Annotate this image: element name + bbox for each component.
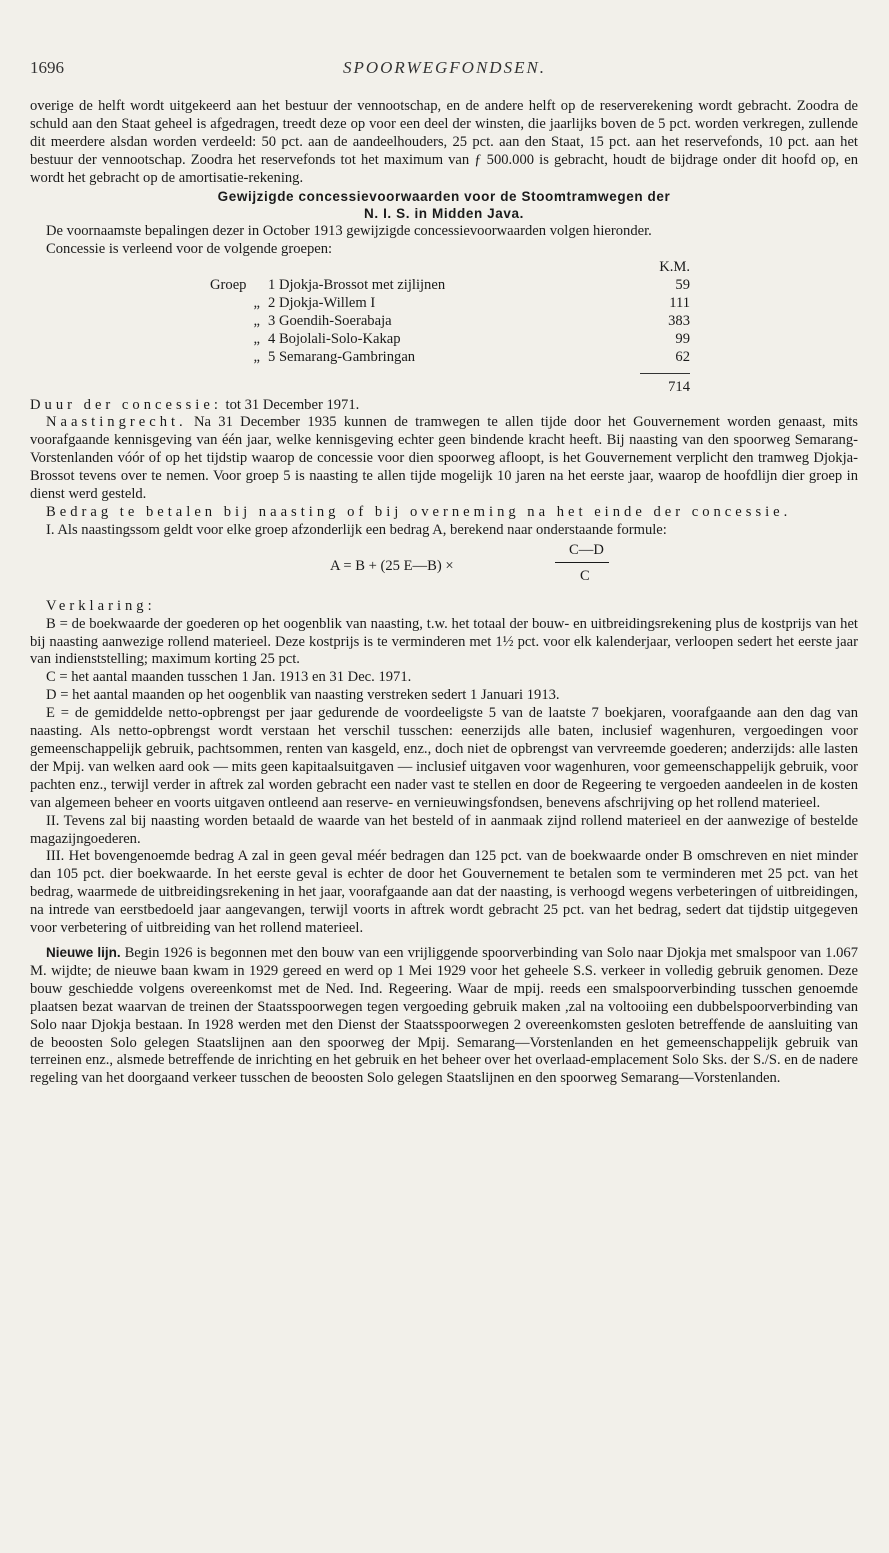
naasting-label: Naastingrecht. [46,414,187,431]
definition-D: D = het aantal maanden op het oogenblik van naasting verstreken sedert 1 Januari 1913. [46,687,560,704]
paragraph-reserve: overige de helft wordt uitgekeerd aan het bestuur der vennootschap, en de andere helft op de reserverekening wordt gebracht. Zoodra de schuld aan den Staat geheel is afgedragen, treedt deze op voor een deel der winsten, die jaarlijks boven de 5 pct. worden verkregen, zullende dit meerdere alsdan worden verdeeld: 50 pct. aan de aandeelhouders, 25 pct. aan den Staat, 15 pct. aan het reservefonds, 10 pct. aan het bestuur der vennootschap. Zoodra het reservefonds tot het maximum van ƒ 500.000 is gebracht, houdt de bijdrage onder dit hoofd op, en wordt het gebracht op de amortisatie-rekening. [30,98,858,186]
definition-E: E = de gemiddelde netto-opbrengst per jaar gedurende de voordeeligste 5 van de laatste 7 boekjaren, voorafgaande aan den dag van naasting. Als netto-opbrengst wordt verstaan het verschil tusschen: eenerzijds alle baten, inclusief wagenhuren, vergoedingen voor gemeenschappelijk gebruik, pachtsommen, renten van kasgeld, enz., doch niet de opbrengst van vervreemde goederen; anderzijds: alle lasten der Mpij. van welken aard ook — mits geen kapitaalsuitgaven — inclusief uitgaven voor wagenhuren, voor gemeenschappelijk gebruik, voor pachten enz., terwijl verder in aftrek zal worden gebracht een nader vast te stellen en door de Regeering te vergoeden aandeelen in de kosten van algemeen beheer en voorts uitgaven ontleend aan reserve- en vernieuwingsfondsen, benevens afschrijving op het rollend materieel. [30,705,858,811]
group-prefix: „ [253,312,260,329]
table-row [210,349,690,367]
group-km: 62 [675,348,690,365]
naasting-text: Na 31 December 1935 kunnen de tramwegen te allen tijde door het Gouvernement worden genaast, mits voorafgaande kennisgeving van één jaar, welke kennisgeving echter geen bindende kracht heeft. Bij naasting van den spoorweg Semarang-Vorstenlanden vóór of op het tijdstip waarop de concessie voor dien spoorweg afloopt, is het Gouvernement verplicht den tramweg Djokja-Brossot tevens over te nemen. Voor groep 5 is naasting te allen tijde mogelijk 10 jaren na het eerste jaar, waarop de hoofdlijn dier groep in dienst werd gesteld. [30,414,858,503]
formula-denominator: C [580,567,590,584]
group-prefix: „ [253,348,260,365]
group-km: 59 [675,277,690,294]
group-name: 5 Semarang-Gambringan [268,348,416,365]
group-name: 2 Djokja-Willem I [268,294,376,311]
definition-B: B = de boekwaarde der goederen op het oogenblik van naasting, t.w. het totaal der bouw- en uitbreidingsrekening plus de kostprijs van het bij naasting aanwezige rollend materieel. Deze kostprijs is te verminderen met 1½ pct. voor elk kalenderjaar, verloopen sedert het eerste jaar van indienststelling; maximum korting 25 pct. [30,615,858,668]
paragraph-bepalingen: De voornaamste bepalingen dezer in October 1913 gewijzigde concessievoorwaarden volgen hieronder. [46,223,652,240]
section-heading-line-1: Gewijzigde concessievoorwaarden voor de Stoomtramwegen der [217,188,671,204]
paragraph-duur [30,397,858,415]
document-body [30,98,858,1088]
group-prefix: Groep [210,277,247,294]
duur-label: Duur der concessie: [30,396,222,413]
paragraph-II: II. Tevens zal bij naasting worden betaald de waarde van het besteld of in aanmaak zijnd rollend materieel en der aanwezige of bestelde magazijngoederen. [30,812,858,847]
section-heading-line-2: N. I. S. in Midden Java. [364,206,524,222]
paragraph-naastingrecht [30,414,858,504]
groups-total: 714 [668,378,690,395]
heading-bedrag: Bedrag te betalen bij naasting of bij overneming na het einde der concessie. [46,503,792,520]
paragraph-concessie-groepen: Concessie is verleend voor de volgende groepen: [46,241,333,258]
duur-text: tot 31 December 1971. [221,396,360,413]
groups-unit-label: K.M. [659,259,690,276]
table-row [210,331,690,349]
group-name: 3 Goendih-Soerabaja [268,312,392,329]
group-km: 383 [668,312,690,329]
verklaring-label: Verklaring: [46,597,156,614]
groups-unit-row [210,259,690,277]
nieuwe-lijn-label: Nieuwe lijn. [46,944,121,960]
group-km: 111 [669,294,690,311]
page-number: 1696 [30,58,64,77]
formula [30,542,858,596]
groups-total-cell [610,367,690,397]
table-row [210,277,690,295]
table-row [210,313,690,331]
group-km: 99 [675,330,690,347]
groups-table [210,259,690,396]
page-header [30,58,859,84]
group-prefix: „ [253,294,260,311]
formula-numerator: C—D [569,541,604,558]
group-prefix: „ [253,330,260,347]
group-name: 4 Bojolali-Solo-Kakap [268,330,401,347]
paragraph-nieuwe-lijn [30,944,858,1088]
formula-fraction-bar [555,562,609,563]
sum-divider [640,373,690,374]
formula-lhs: A = B + (25 E—B) × [330,557,454,574]
section-heading-concessievoorwaarden [30,188,858,224]
running-title: SPOORWEGFONDSEN. [342,58,547,77]
paragraph-I: I. Als naastingssom geldt voor elke groep afzonderlijk een bedrag A, berekend naar onderstaande formule: [46,521,667,538]
group-name: 1 Djokja-Brossot met zijlijnen [268,277,446,294]
nieuwe-lijn-text: Begin 1926 is begonnen met den bouw van een vrijliggende spoorverbinding van Solo naar Djokja met smalspoor van 1.067 M. wijdte; de nieuwe baan kwam in 1929 gereed en werd op 1 Mei 1929 voor het geheele S.S. verkeer in volledig gebruik genomen. Deze bouw geschiedde volgens overeenkomst met de Ned. Ind. Regeering. Waar de mpij. reeds een smalspoorverbinding tusschen genoemde plaatsen bezat waarvan de treinen der Staatsspoorwegen tegen vergoeding gebruik maken ,zal na voltooiing een dubbelspoorverbinding van Solo naar Djokja bestaan. In 1928 werden met den Dienst der Staatsspoorwegen 2 overeenkomsten gesloten betreffende de aansluiting van de beoosten Solo gelegen Staatslijnen aan den spoorweg der Mpij. Semarang—Vorstenlanden en het gemeenschappelijk gebruik van terreinen enz., alsmede betreffende de inrichting en het gebruik en het beheer over het overlaad-emplacement Solo Sks. der S./S. en de nadere regeling van het doorgaand verkeer tusschen de beoosten Solo gelegen Staatslijnen en den spoorweg Semarang—Vorstenlanden. [30,944,859,1087]
paragraph-III: III. Het bovengenoemde bedrag A zal in geen geval méér bedragen dan 125 pct. van de boekwaarde onder B omschreven en niet minder dan 105 pct. dier boekwaarde. In het eerste geval is echter de door het Gouvernement te betalen som te verminderen met 25 pct. van het bedrag, waarmede de uitbreidingsrekening in het jaar, voorafgaande aan dat der naasting, is verhoogd wegens verbeteringen of uitbreidingen, na intrede van eerstbedoeld jaar aangevangen, terwijl voorts in aftrek wordt gebracht 25 pct. van het bedrag, sedert dat tijdstip uitgegeven voor verbetering of uitbreiding van het rollend materieel. [30,848,858,937]
table-row [210,295,690,313]
definition-C: C = het aantal maanden tusschen 1 Jan. 1913 en 31 Dec. 1971. [46,669,412,686]
groups-total-row [210,367,690,397]
